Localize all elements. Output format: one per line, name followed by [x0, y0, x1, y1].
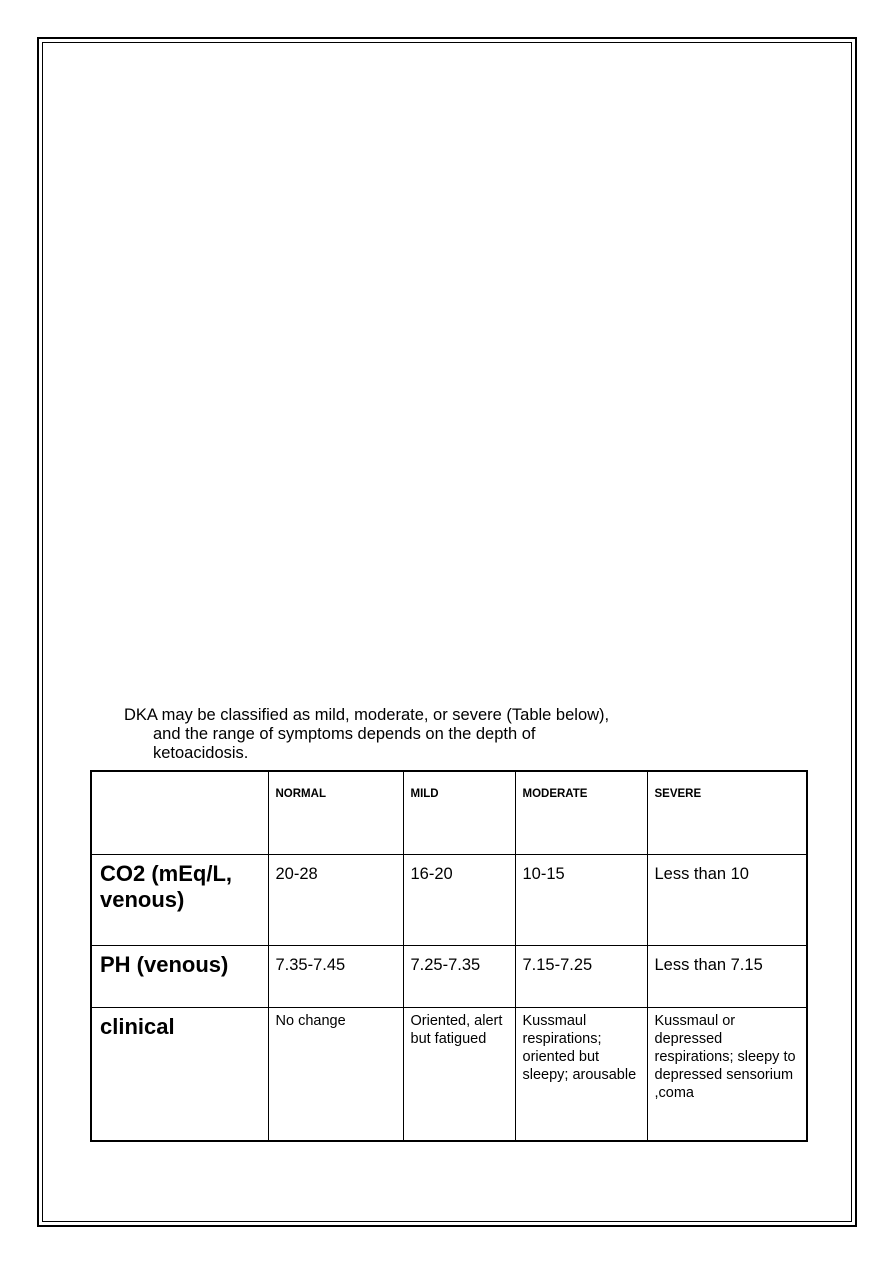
header-empty	[91, 771, 268, 854]
intro-paragraph	[124, 706, 764, 763]
cell-co2-normal: 20-28	[268, 854, 403, 945]
cell-ph-moderate: 7.15-7.25	[515, 945, 647, 1007]
cell-ph-severe: Less than 7.15	[647, 945, 807, 1007]
header-moderate: MODERATE	[515, 771, 647, 854]
table-row-co2	[91, 854, 807, 945]
cell-clinical-severe: Kussmaul or depressed respirations; sleepy to depressed sensorium ,coma	[647, 1007, 807, 1141]
cell-clinical-moderate: Kussmaul respirations; oriented but sleepy; arousable	[515, 1007, 647, 1141]
row-label-co2: CO2 (mEq/L, venous)	[91, 854, 268, 945]
cell-ph-mild: 7.25-7.35	[403, 945, 515, 1007]
intro-line-2: and the range of symptoms depends on the depth of	[153, 725, 536, 743]
intro-line-1: DKA may be classified as mild, moderate, or severe (Table below),	[124, 706, 610, 724]
cell-co2-mild: 16-20	[403, 854, 515, 945]
header-mild: MILD	[403, 771, 515, 854]
table-row-clinical	[91, 1007, 807, 1141]
cell-clinical-normal: No change	[268, 1007, 403, 1141]
cell-co2-severe: Less than 10	[647, 854, 807, 945]
dka-classification-table	[90, 770, 808, 1142]
table-header-row	[91, 771, 807, 854]
cell-co2-moderate: 10-15	[515, 854, 647, 945]
header-normal: NORMAL	[268, 771, 403, 854]
row-label-clinical: clinical	[91, 1007, 268, 1141]
cell-ph-normal: 7.35-7.45	[268, 945, 403, 1007]
cell-clinical-mild: Oriented, alert but fatigued	[403, 1007, 515, 1141]
header-severe: SEVERE	[647, 771, 807, 854]
table-row-ph	[91, 945, 807, 1007]
intro-line-3: ketoacidosis.	[153, 744, 249, 762]
row-label-ph: PH (venous)	[91, 945, 268, 1007]
